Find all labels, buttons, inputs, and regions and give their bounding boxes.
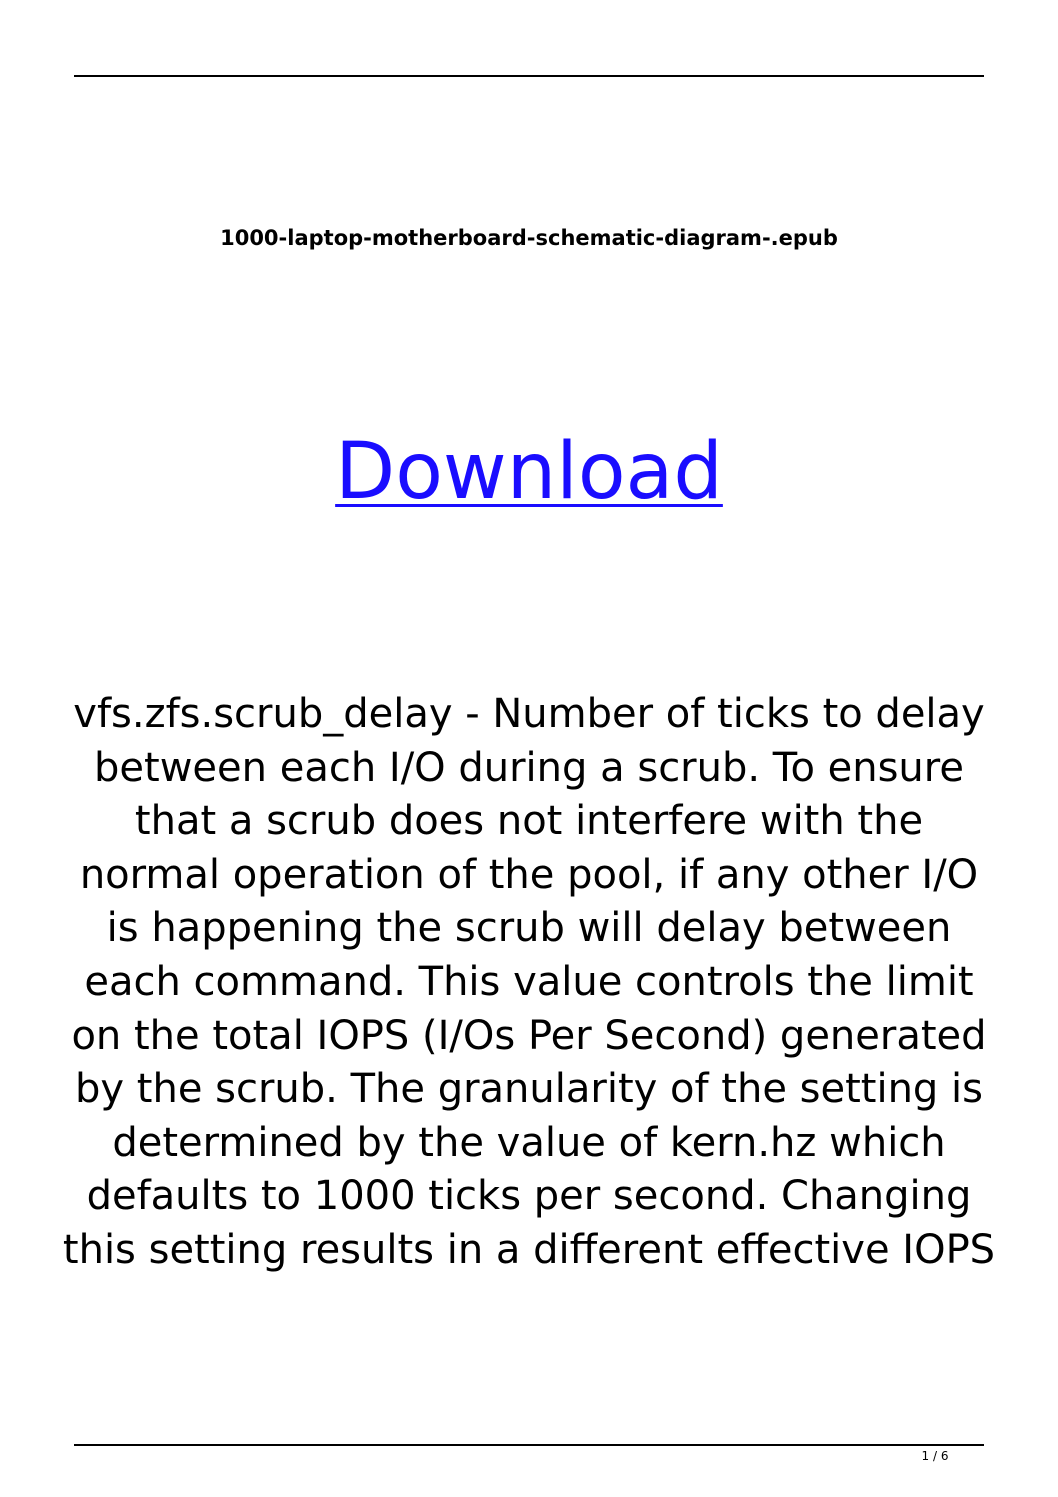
document-title: 1000-laptop-motherboard-schematic-diagram-.epub — [220, 226, 838, 250]
download-link[interactable]: Download — [335, 427, 723, 517]
download-container — [0, 426, 1058, 518]
page-indicator: 1 / 6 — [921, 1449, 949, 1463]
footer-rule — [74, 1444, 984, 1446]
header-rule — [74, 75, 984, 77]
body-paragraph: vfs.zfs.scrub_delay - Number of ticks to delay between each I/O during a scrub. To ensure that a scrub does not interfere with the normal operation of the pool, if any other I/O is happening the scrub will delay between each command. This value controls the limit on the total IOPS (I/Os Per Second) generated by the scrub. The granularity of the setting is determined by the value of kern.hz which defaults to 1000 ticks per second. Changing this setting results in a different effective IOPS — [62, 691, 996, 1273]
